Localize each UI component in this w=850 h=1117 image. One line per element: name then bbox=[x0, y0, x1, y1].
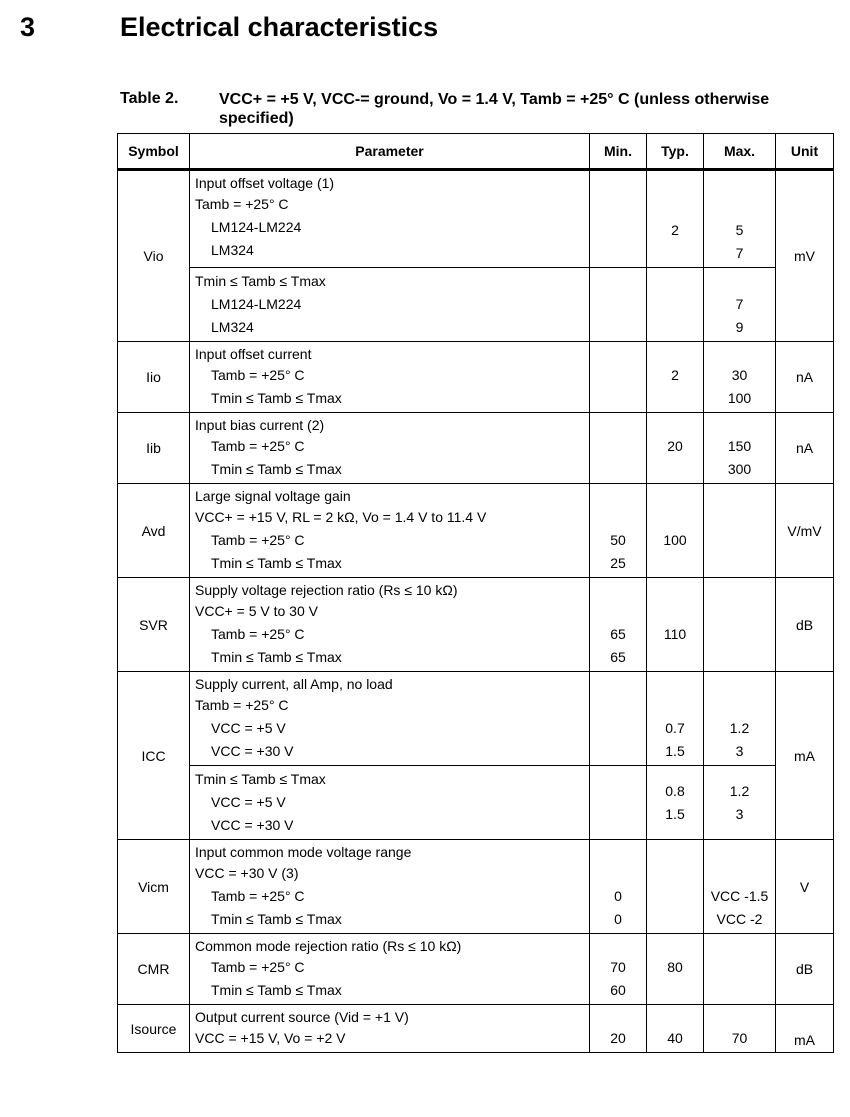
header-max: Max. bbox=[704, 134, 776, 170]
table-row bbox=[118, 268, 834, 342]
max-cell: 150 300 bbox=[704, 413, 776, 484]
unit-cell: dB bbox=[776, 578, 834, 672]
min-cell bbox=[590, 342, 647, 413]
max-cell: 5 7 bbox=[704, 170, 776, 268]
parameter-cell: Common mode rejection ratio (Rs ≤ 10 kΩ) Tamb = +25° C Tmin ≤ Tamb ≤ Tmax bbox=[190, 934, 590, 1005]
min-cell: 50 25 bbox=[590, 484, 647, 578]
table-label: Table 2. bbox=[120, 90, 179, 107]
min-cell bbox=[590, 766, 647, 840]
max-cell: 1.2 3 bbox=[704, 672, 776, 766]
typ-cell: 20 bbox=[647, 413, 704, 484]
max-cell: 1.2 3 bbox=[704, 766, 776, 840]
typ-cell: 110 bbox=[647, 578, 704, 672]
parameter-cell: Input common mode voltage range VCC = +30 V (3) Tamb = +25° C Tmin ≤ Tamb ≤ Tmax bbox=[190, 840, 590, 934]
table-row bbox=[118, 1005, 834, 1053]
typ-cell: 40 bbox=[647, 1005, 704, 1053]
min-cell: 0 0 bbox=[590, 840, 647, 934]
electrical-characteristics-table bbox=[117, 133, 834, 1053]
typ-cell: 0.8 1.5 bbox=[647, 766, 704, 840]
table-row bbox=[118, 840, 834, 934]
min-cell: 65 65 bbox=[590, 578, 647, 672]
header-symbol: Symbol bbox=[118, 134, 190, 170]
parameter-cell: Tmin ≤ Tamb ≤ Tmax LM124-LM224 LM324 bbox=[190, 268, 590, 342]
unit-cell: V/mV bbox=[776, 484, 834, 578]
typ-cell: 80 bbox=[647, 934, 704, 1005]
table-row bbox=[118, 170, 834, 268]
unit-cell: V bbox=[776, 840, 834, 934]
max-cell bbox=[704, 934, 776, 1005]
parameter-cell: Large signal voltage gain VCC+ = +15 V, RL = 2 kΩ, Vo = 1.4 V to 11.4 V Tamb = +25° C Tmin ≤ Tamb ≤ Tmax bbox=[190, 484, 590, 578]
parameter-cell: Supply voltage rejection ratio (Rs ≤ 10 kΩ) VCC+ = 5 V to 30 V Tamb = +25° C Tmin ≤ Tamb ≤ Tmax bbox=[190, 578, 590, 672]
symbol-cell: Vio bbox=[118, 170, 190, 342]
parameter-cell: Output current source (Vid = +1 V) VCC = +15 V, Vo = +2 V bbox=[190, 1005, 590, 1053]
min-cell: 70 60 bbox=[590, 934, 647, 1005]
parameter-cell: Input offset current Tamb = +25° C Tmin ≤ Tamb ≤ Tmax bbox=[190, 342, 590, 413]
typ-cell: 100 bbox=[647, 484, 704, 578]
typ-cell: 0.7 1.5 bbox=[647, 672, 704, 766]
unit-cell: mA bbox=[776, 672, 834, 840]
symbol-cell: ICC bbox=[118, 672, 190, 840]
min-cell: 20 bbox=[590, 1005, 647, 1053]
parameter-cell: Input bias current (2) Tamb = +25° C Tmin ≤ Tamb ≤ Tmax bbox=[190, 413, 590, 484]
min-cell bbox=[590, 268, 647, 342]
min-cell bbox=[590, 672, 647, 766]
header-unit: Unit bbox=[776, 134, 834, 170]
unit-cell: mV bbox=[776, 170, 834, 342]
symbol-cell: CMR bbox=[118, 934, 190, 1005]
section-number: 3 bbox=[20, 12, 36, 42]
parameter-cell: Tmin ≤ Tamb ≤ Tmax VCC = +5 V VCC = +30 V bbox=[190, 766, 590, 840]
symbol-cell: Isource bbox=[118, 1005, 190, 1053]
max-cell: 7 9 bbox=[704, 268, 776, 342]
parameter-cell: Input offset voltage (1) Tamb = +25° C LM124-LM224 LM324 bbox=[190, 170, 590, 268]
table-row bbox=[118, 766, 834, 840]
typ-cell bbox=[647, 268, 704, 342]
unit-cell: nA bbox=[776, 413, 834, 484]
max-cell: 70 bbox=[704, 1005, 776, 1053]
table-caption-text: VCC+ = +5 V, VCC-= ground, Vo = 1.4 V, Tamb = +25° C (unless otherwise specified) bbox=[219, 91, 770, 127]
max-cell bbox=[704, 484, 776, 578]
table-row bbox=[118, 934, 834, 1005]
table-row bbox=[118, 484, 834, 578]
parameter-cell: Supply current, all Amp, no load Tamb = +25° C VCC = +5 V VCC = +30 V bbox=[190, 672, 590, 766]
typ-cell bbox=[647, 840, 704, 934]
min-cell bbox=[590, 413, 647, 484]
section-title: Electrical characteristics bbox=[120, 12, 439, 42]
max-cell: VCC -1.5 VCC -2 bbox=[704, 840, 776, 934]
section-heading bbox=[0, 10, 850, 50]
unit-cell: nA bbox=[776, 342, 834, 413]
min-cell bbox=[590, 170, 647, 268]
symbol-cell: Iio bbox=[118, 342, 190, 413]
table-row bbox=[118, 342, 834, 413]
unit-cell: dB bbox=[776, 934, 834, 1005]
max-cell bbox=[704, 578, 776, 672]
max-cell: 30 100 bbox=[704, 342, 776, 413]
symbol-cell: Avd bbox=[118, 484, 190, 578]
table-row bbox=[118, 672, 834, 766]
typ-cell: 2 bbox=[647, 342, 704, 413]
table-row bbox=[118, 413, 834, 484]
header-typ: Typ. bbox=[647, 134, 704, 170]
table-header-row bbox=[118, 134, 834, 170]
symbol-cell: Iib bbox=[118, 413, 190, 484]
header-min: Min. bbox=[590, 134, 647, 170]
header-parameter: Parameter bbox=[190, 134, 590, 170]
typ-cell: 2 bbox=[647, 170, 704, 268]
unit-cell: mA bbox=[776, 1005, 834, 1053]
table-row bbox=[118, 578, 834, 672]
symbol-cell: Vicm bbox=[118, 840, 190, 934]
symbol-cell: SVR bbox=[118, 578, 190, 672]
